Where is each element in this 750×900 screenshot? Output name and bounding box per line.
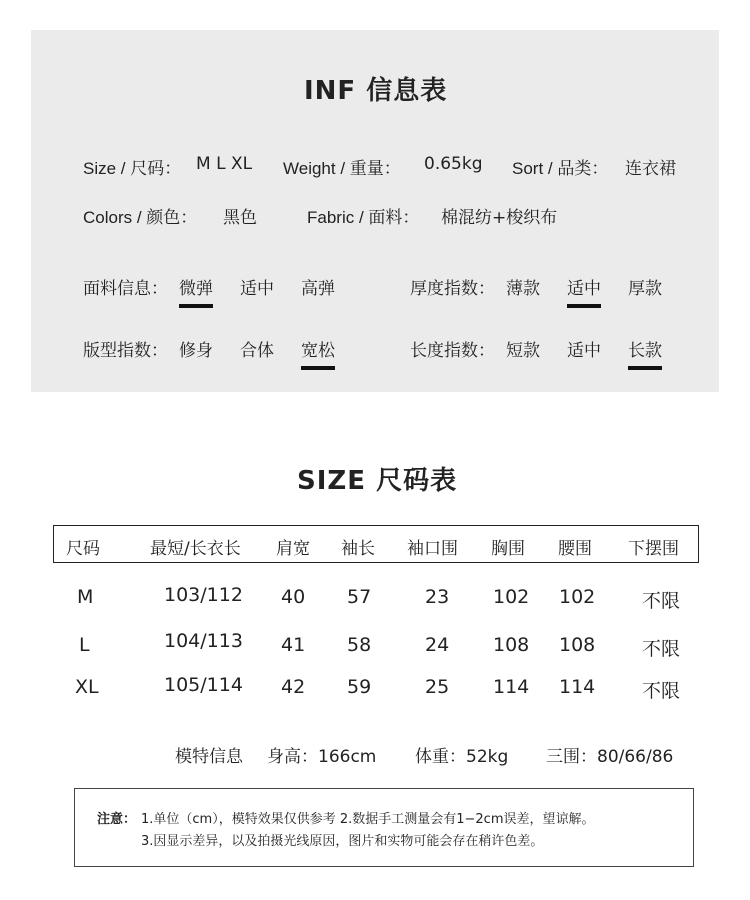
sort-label: Sort / 品类：: [512, 159, 609, 178]
note-box: [74, 788, 694, 867]
table-cell: M: [77, 586, 94, 608]
table-cell: 104/113: [164, 630, 243, 652]
table-cell: 42: [281, 676, 306, 698]
table-cell: 不限: [642, 590, 681, 612]
table-cell: 102: [559, 586, 596, 608]
fabric-info-option: 适中: [240, 279, 274, 299]
model-info-label: 模特信息: [175, 747, 243, 767]
size-value: M L XL: [196, 154, 253, 174]
size-label: Size / 尺码：: [83, 159, 182, 178]
fit-option-selected: 宽松: [301, 336, 335, 361]
header-cell: 肩宽: [276, 539, 310, 559]
fabric-info-label: 面料信息：: [83, 279, 168, 299]
size-table-title: SIZE 尺码表: [297, 466, 458, 496]
header-cell: 最短/长衣长: [150, 539, 241, 559]
length-option: 适中: [567, 341, 601, 361]
fabric-value: 棉混纺+梭织布: [441, 208, 558, 228]
table-cell: 不限: [642, 638, 681, 660]
thickness-option: 厚款: [628, 279, 662, 299]
thickness-label: 厚度指数：: [410, 279, 495, 299]
length-label: 长度指数：: [410, 341, 495, 361]
sort-value: 连衣裙: [625, 159, 676, 179]
header-cell: 胸围: [491, 539, 525, 559]
table-cell: 103/112: [164, 584, 243, 606]
table-cell: 108: [559, 634, 596, 656]
note-line-2: 3.因显示差异，以及拍摄光线原因，图片和实物可能会存在稍许色差。: [141, 834, 544, 849]
header-cell: 袖口围: [407, 539, 458, 559]
table-cell: 102: [493, 586, 530, 608]
table-cell: 114: [559, 676, 596, 698]
length-option-selected: 长款: [628, 336, 662, 361]
table-cell: 105/114: [164, 674, 243, 696]
weight-label: Weight / 重量：: [283, 159, 401, 178]
model-weight: 体重：52kg: [415, 747, 509, 767]
table-cell: 24: [425, 634, 450, 656]
fit-option: 修身: [179, 341, 213, 361]
model-height: 身高：166cm: [267, 747, 377, 767]
weight-value: 0.65kg: [424, 154, 483, 174]
fabric-info-option: 高弹: [301, 279, 335, 299]
table-cell: 59: [347, 676, 372, 698]
table-cell: L: [79, 634, 90, 656]
fabric-label: Fabric / 面料：: [307, 208, 420, 227]
header-cell: 尺码: [66, 539, 100, 559]
table-cell: XL: [75, 676, 99, 698]
table-cell: 57: [347, 586, 372, 608]
colors-label: Colors / 颜色：: [83, 208, 198, 227]
table-cell: 25: [425, 676, 450, 698]
header-cell: 袖长: [341, 539, 375, 559]
header-cell: 下摆围: [628, 539, 679, 559]
table-cell: 41: [281, 634, 306, 656]
model-measurements: 三围：80/66/86: [546, 747, 674, 767]
note-label: 注意：: [97, 812, 137, 827]
table-cell: 不限: [642, 680, 681, 702]
thickness-option-selected: 适中: [567, 274, 601, 299]
fit-option: 合体: [240, 341, 274, 361]
thickness-option: 薄款: [506, 279, 540, 299]
table-cell: 40: [281, 586, 306, 608]
table-cell: 108: [493, 634, 530, 656]
table-cell: 23: [425, 586, 450, 608]
table-cell: 58: [347, 634, 372, 656]
length-option: 短款: [506, 341, 540, 361]
fabric-info-option-selected: 微弹: [179, 274, 213, 299]
colors-value: 黑色: [223, 208, 257, 228]
table-cell: 114: [493, 676, 530, 698]
note-line-1: 1.单位（cm），模特效果仅供参考 2.数据手工测量会有1−2cm误差，望谅解。: [141, 812, 595, 827]
fit-label: 版型指数：: [83, 341, 168, 361]
header-cell: 腰围: [558, 539, 592, 559]
inf-title: INF 信息表: [304, 76, 448, 106]
